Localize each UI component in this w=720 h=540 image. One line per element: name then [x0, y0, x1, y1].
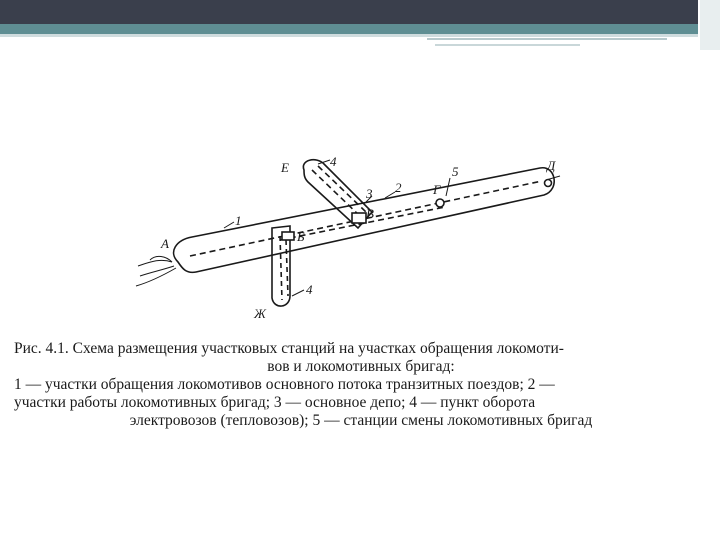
label-zh: Ж — [254, 306, 266, 321]
number-2: 2 — [395, 180, 402, 195]
number-1: 1 — [235, 213, 242, 228]
station-d-marker — [545, 180, 552, 187]
leader-4-bottom — [292, 290, 304, 296]
branch-e-dashed-2 — [318, 166, 366, 212]
number-5: 5 — [452, 164, 459, 179]
figure-caption — [14, 340, 708, 430]
label-b: Б — [297, 229, 305, 244]
caption-legend-line3: электровозов (тепловозов); 5 — станции смены локомотивных бригад — [129, 412, 593, 429]
leader-1 — [224, 222, 234, 228]
label-e: Е — [281, 160, 289, 175]
station-b-marker — [282, 232, 294, 240]
number-4-bottom: 4 — [306, 282, 313, 297]
label-d: Д — [547, 158, 556, 173]
caption-legend-line2: участки работы локомотивных бригад; 3 — основное депо; 4 — пункт оборота — [14, 394, 536, 411]
branch-zh-dashed-2 — [286, 240, 288, 296]
depot-v-marker — [352, 213, 366, 223]
number-4-top: 4 — [330, 154, 337, 169]
station-g-marker — [436, 199, 444, 207]
label-v: В — [366, 206, 374, 221]
caption-title-line2: вов и локомотивных бригад: — [267, 358, 455, 375]
label-g: Г — [433, 182, 441, 197]
branch-zh-dashed — [280, 236, 282, 300]
label-a: А — [161, 236, 169, 251]
caption-title-line1: Рис. 4.1. Схема размещения участковых станций на участках обращения локомоти- — [14, 340, 564, 357]
number-3: 3 — [366, 186, 373, 201]
caption-legend-line1: 1 — участки обращения локомотивов основного потока транзитных поездов; 2 — — [14, 376, 555, 393]
incoming-track-a — [136, 260, 176, 286]
